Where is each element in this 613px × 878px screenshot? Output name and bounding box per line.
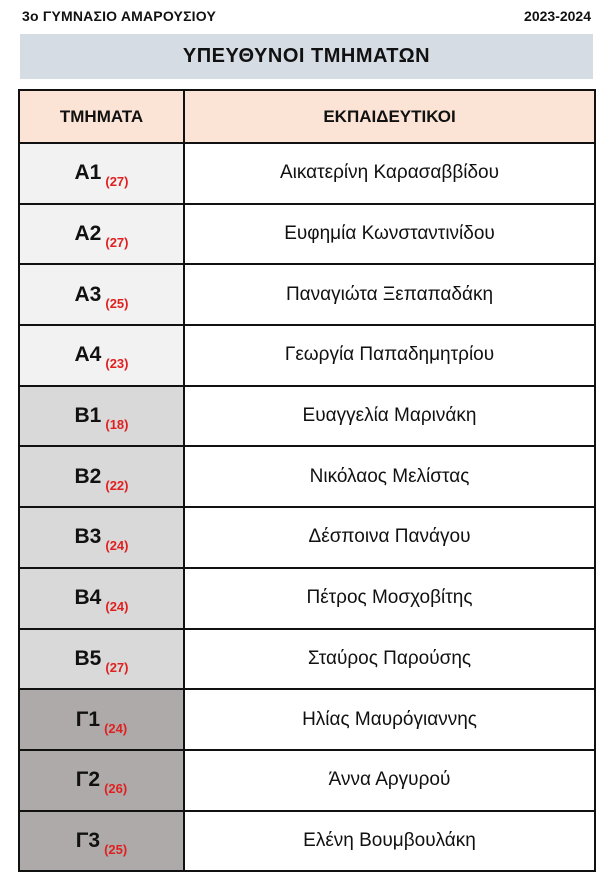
class-cell: [19, 568, 184, 629]
teacher-name: Νικόλαος Μελίστας: [184, 446, 595, 507]
class-code: Β1: [74, 404, 102, 428]
class-code: Α1: [74, 161, 102, 185]
student-count: (22): [105, 477, 129, 493]
student-count: (24): [105, 538, 129, 554]
table-row: [19, 629, 595, 690]
school-year: 2023-2024: [524, 8, 591, 24]
class-cell: [19, 446, 184, 507]
student-count: (26): [104, 781, 128, 797]
class-teacher-table: [18, 89, 596, 872]
table-row: [19, 811, 595, 872]
table-row: [19, 507, 595, 568]
teacher-name: Ευαγγελία Μαρινάκη: [184, 386, 595, 447]
student-count: (24): [104, 720, 128, 736]
column-header-teachers: ΕΚΠΑΙΔΕΥΤΙΚΟΙ: [184, 90, 595, 143]
student-count: (25): [105, 295, 129, 311]
teacher-name: Ελένη Βουμβουλάκη: [184, 811, 595, 872]
document-header: [20, 6, 593, 28]
student-count: (18): [105, 417, 129, 433]
class-cell: [19, 689, 184, 750]
table-row: [19, 446, 595, 507]
teacher-name: Σταύρος Παρούσης: [184, 629, 595, 690]
table-body: [19, 143, 595, 871]
page-title: ΥΠΕΥΘΥΝΟΙ ΤΜΗΜΑΤΩΝ: [182, 45, 431, 67]
class-code: Β2: [74, 464, 102, 488]
class-cell: [19, 811, 184, 872]
class-cell: [19, 507, 184, 568]
table-row: [19, 386, 595, 447]
class-code: Α4: [74, 343, 102, 367]
teacher-name: Γεωργία Παπαδημητρίου: [184, 325, 595, 386]
class-code: Α2: [74, 222, 102, 246]
class-cell: [19, 143, 184, 204]
class-code: Β5: [74, 646, 102, 670]
student-count: (23): [105, 356, 129, 372]
table-row: [19, 204, 595, 265]
table-row: [19, 143, 595, 204]
table-row: [19, 264, 595, 325]
class-cell: [19, 204, 184, 265]
table-row: [19, 689, 595, 750]
student-count: (27): [105, 659, 129, 675]
student-count: (27): [105, 174, 129, 190]
teacher-name: Ευφημία Κωνσταντινίδου: [184, 204, 595, 265]
table-header-row: [19, 90, 595, 143]
class-code: Β3: [74, 525, 102, 549]
teacher-name: Δέσποινα Πανάγου: [184, 507, 595, 568]
class-code: Γ3: [75, 828, 101, 852]
student-count: (27): [105, 235, 129, 251]
teacher-name: Ηλίας Μαυρόγιαννης: [184, 689, 595, 750]
teacher-name: Παναγιώτα Ξεπαπαδάκη: [184, 264, 595, 325]
class-cell: [19, 264, 184, 325]
table-row: [19, 568, 595, 629]
school-name: 3ο ΓΥΜΝΑΣΙΟ ΑΜΑΡΟΥΣΙΟΥ: [22, 8, 217, 24]
table-row: [19, 750, 595, 811]
title-bar: [20, 34, 593, 79]
class-code: Γ2: [75, 768, 101, 792]
teacher-name: Αικατερίνη Καρασαββίδου: [184, 143, 595, 204]
column-header-classes: ΤΜΗΜΑΤΑ: [19, 90, 184, 143]
table-row: [19, 325, 595, 386]
student-count: (24): [105, 599, 129, 615]
class-cell: [19, 629, 184, 690]
class-code: Β4: [74, 586, 102, 610]
class-code: Γ1: [75, 707, 101, 731]
class-cell: [19, 386, 184, 447]
class-code: Α3: [74, 282, 102, 306]
teacher-name: Άννα Αργυρού: [184, 750, 595, 811]
class-cell: [19, 750, 184, 811]
class-cell: [19, 325, 184, 386]
teacher-name: Πέτρος Μοσχοβίτης: [184, 568, 595, 629]
student-count: (25): [104, 841, 128, 857]
